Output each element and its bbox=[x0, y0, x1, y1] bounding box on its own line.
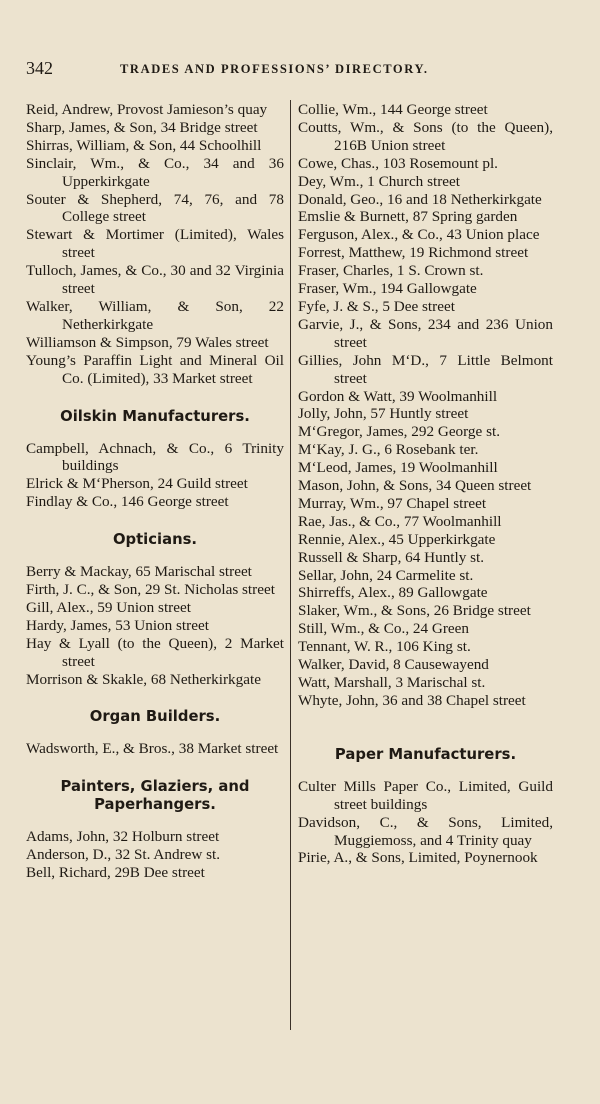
entry-dey: Dey, Wm., 1 Church street bbox=[298, 172, 460, 190]
running-title: TRADES AND PROFESSIONS’ DIRECTORY. bbox=[120, 62, 429, 76]
entry-reid: Reid, Andrew, Provost Jamieson’s quay bbox=[26, 101, 268, 118]
entry-anderson: Anderson, D., 32 St. Andrew st. bbox=[26, 846, 221, 864]
entry-coutts: Coutts, Wm., & Sons (to the Queen), 216B Union street bbox=[298, 118, 553, 154]
entry-watt: Watt, Marshall, 3 Marischal st. bbox=[298, 674, 486, 691]
section-heading-paper: Paper Manufacturers. bbox=[334, 745, 517, 763]
entry-shirras: Shirras, William, & Son, 44 Schoolhill bbox=[26, 136, 262, 154]
section-heading-painters-2: Paperhangers. bbox=[94, 796, 216, 814]
entry-mason: Mason, John, & Sons, 34 Queen street bbox=[298, 477, 532, 495]
page-header bbox=[26, 58, 466, 82]
entry-forrest: Forrest, Matthew, 19 Richmond street bbox=[298, 244, 529, 262]
entry-mgregor: M‘Gregor, James, 292 George st. bbox=[298, 423, 500, 441]
entry-williamson: Williamson & Simpson, 79 Wales street bbox=[26, 333, 269, 351]
entry-fraser-wm: Fraser, Wm., 194 Gallowgate bbox=[298, 280, 477, 298]
entry-mleod: M‘Leod, James, 19 Woolmanhill bbox=[298, 459, 498, 477]
entry-gillies: Gillies, John M‘D., 7 Little Belmont street bbox=[298, 351, 553, 387]
entry-culter: Culter Mills Paper Co., Limited, Guild street buildings bbox=[298, 777, 553, 813]
entry-davidson: Davidson, C., & Sons, Limited, Muggiemoss, and 4 Trinity quay bbox=[298, 813, 553, 849]
right-column bbox=[298, 101, 553, 867]
section-heading-organ: Organ Builders. bbox=[89, 708, 221, 726]
entry-garvie: Garvie, J., & Sons, 234 and 236 Union street bbox=[298, 315, 553, 351]
entry-tennant: Tennant, W. R., 106 King st. bbox=[298, 638, 471, 656]
entry-walker: Walker, William, & Son, 22 Netherkirkgate bbox=[26, 297, 284, 333]
entry-shirreffs: Shirreffs, Alex., 89 Gallowgate bbox=[298, 584, 488, 602]
entry-wadsworth: Wadsworth, E., & Bros., 38 Market street bbox=[26, 740, 279, 758]
entry-souter: Souter & Shepherd, 74, 76, and 78 College street bbox=[26, 190, 284, 226]
entry-berry: Berry & Mackay, 65 Marischal street bbox=[26, 563, 252, 581]
entry-sinclair: Sinclair, Wm., & Co., 34 and 36 Upperkirkgate bbox=[26, 154, 284, 190]
entry-fyfe: Fyfe, J. & S., 5 Dee street bbox=[298, 297, 455, 315]
entry-firth: Firth, J. C., & Son, 29 St. Nicholas street bbox=[26, 581, 275, 599]
entry-bell: Bell, Richard, 29B Dee street bbox=[26, 864, 205, 882]
entry-murray: Murray, Wm., 97 Chapel street bbox=[298, 494, 487, 512]
entry-hardy: Hardy, James, 53 Union street bbox=[26, 616, 209, 634]
entry-slaker: Slaker, Wm., & Sons, 26 Bridge street bbox=[298, 602, 531, 620]
entry-hay: Hay & Lyall (to the Queen), 2 Market street bbox=[26, 634, 284, 670]
page-number: 342 bbox=[26, 58, 53, 78]
entry-walker-david: Walker, David, 8 Causewayend bbox=[298, 656, 489, 674]
entry-donald: Donald, Geo., 16 and 18 Netherkirkgate bbox=[298, 190, 542, 208]
entry-youngs: Young’s Paraffin Light and Mineral Oil Co. (Limited), 33 Market street bbox=[26, 351, 284, 387]
entry-stewart: Stewart & Mortimer (Limited), Wales street bbox=[26, 226, 284, 262]
entry-morrison: Morrison & Skakle, 68 Netherkirkgate bbox=[26, 670, 261, 688]
entry-gill: Gill, Alex., 59 Union street bbox=[26, 598, 191, 616]
section-heading-painters-1: Painters, Glaziers, and bbox=[60, 778, 250, 796]
entry-russell: Russell & Sharp, 64 Huntly st. bbox=[298, 548, 485, 566]
left-column bbox=[26, 101, 284, 882]
section-heading-opticians: Opticians. bbox=[112, 531, 198, 549]
entry-rennie: Rennie, Alex., 45 Upperkirkgate bbox=[298, 530, 496, 548]
entry-elrick: Elrick & M‘Pherson, 24 Guild street bbox=[26, 475, 248, 493]
entry-jolly: Jolly, John, 57 Huntly street bbox=[298, 405, 469, 423]
entry-whyte: Whyte, John, 36 and 38 Chapel street bbox=[298, 691, 526, 709]
entry-pirie: Pirie, A., & Sons, Limited, Poynernook bbox=[298, 849, 538, 867]
entry-sellar: Sellar, John, 24 Carmelite st. bbox=[298, 566, 474, 584]
section-heading-oilskin: Oilskin Manufacturers. bbox=[60, 407, 250, 425]
entry-emslie: Emslie & Burnett, 87 Spring garden bbox=[298, 208, 518, 226]
entry-adams: Adams, John, 32 Holburn street bbox=[26, 828, 220, 846]
entry-mkay: M‘Kay, J. G., 6 Rosebank ter. bbox=[298, 441, 479, 459]
entry-still: Still, Wm., & Co., 24 Green bbox=[298, 620, 469, 638]
entry-tulloch: Tulloch, James, & Co., 30 and 32 Virginia street bbox=[26, 262, 284, 298]
entry-findlay: Findlay & Co., 146 George street bbox=[26, 493, 229, 511]
entry-sharp: Sharp, James, & Son, 34 Bridge street bbox=[26, 118, 258, 136]
entry-cowe: Cowe, Chas., 103 Rosemount pl. bbox=[298, 154, 498, 172]
entry-campbell: Campbell, Achnach, & Co., 6 Trinity buildings bbox=[26, 439, 284, 475]
column-divider bbox=[290, 100, 291, 1030]
entry-fraser-charles: Fraser, Charles, 1 S. Crown st. bbox=[298, 262, 484, 280]
entry-rae: Rae, Jas., & Co., 77 Woolmanhill bbox=[298, 512, 502, 530]
entry-collie: Collie, Wm., 144 George street bbox=[298, 101, 488, 118]
entry-ferguson: Ferguson, Alex., & Co., 43 Union place bbox=[298, 226, 540, 244]
entry-gordon: Gordon & Watt, 39 Woolmanhill bbox=[298, 387, 498, 405]
